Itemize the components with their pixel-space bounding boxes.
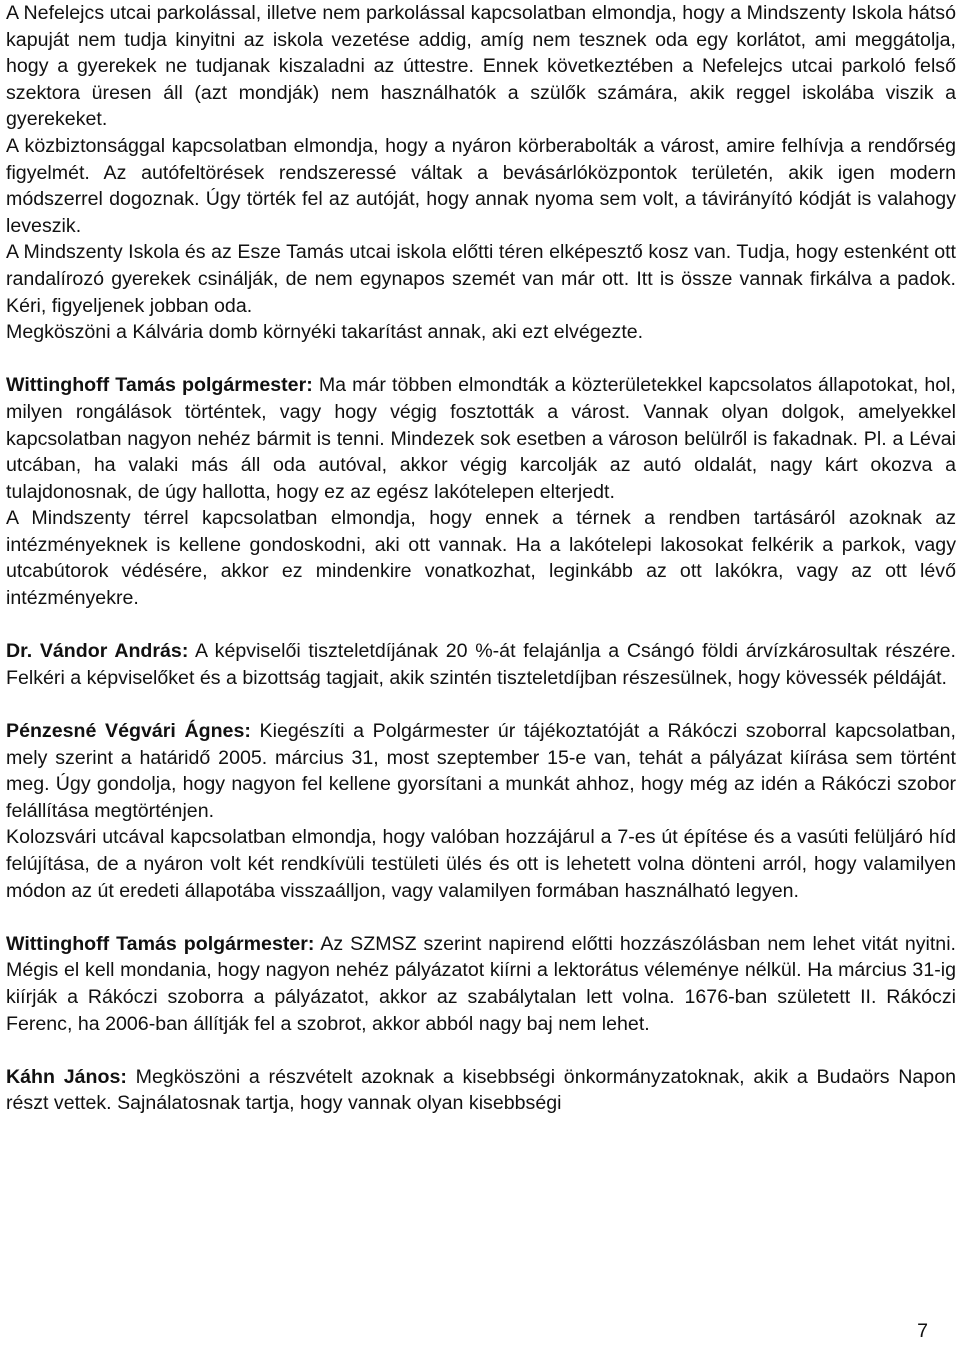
paragraph: A Mindszenty térrel kapcsolatban elmondja, hogy ennek a térnek a rendben tartásáról azoknak az intézményeknek is kellene gondoskodni, aki ott vannak. Ha a lakótelepi lakosokat felkérik a parkok, vagy utcabútorok védésére, akkor ez mindenkire vonatkozhat, leginkább az ott lakókra, vagy az ott lévő intézményekre. xyxy=(6,507,956,610)
page-number: 7 xyxy=(917,1320,928,1342)
speech-text: A képviselői tiszteletdíjának 20 %-át felajánlja a Csángó földi árvízkárosultak részére. Felkéri a képviselőket és a bizottság tagjait, akik szintén tiszteletdíjban részesülnek, hogy kövessék példáját. xyxy=(6,640,956,689)
speaker-name: Wittinghoff Tamás polgármester: xyxy=(6,932,315,955)
speaker-name: Káhn János: xyxy=(6,1065,127,1088)
speech-penzesne xyxy=(6,718,956,904)
speech-text: Megköszöni a részvételt azoknak a kisebbségi önkormányzatoknak, akik a Budaörs Napon részt vettek. Sajnálatosnak tartja, hogy vannak olyan kisebbségi xyxy=(6,1065,956,1115)
speech-text: Az SZMSZ szerint napirend előtti hozzászólásban nem lehet vitát nyitni. Mégis el kell mondania, hogy nagyon nehéz pályázatot kiírni a lektorátus véleménye nélkül. Ha március 31-ig kiírják a Rákóczi szoborra a pályázatot, akkor az szabálytalan lett volna. 1676-ban született II. Rákóczi Ferenc, ha 2006-ban állítják fel a szobrot, akkor abból nagy baj nem lehet. xyxy=(6,932,957,1035)
speech-wittinghoff-1 xyxy=(6,372,956,611)
paragraph xyxy=(6,718,956,824)
paragraph: A Nefelejcs utcai parkolással, illetve nem parkolással kapcsolatban elmondja, hogy a Mindszenty Iskola hátsó kapuját nem tudja kinyitni az iskola vezetése addig, amíg nem tesznek oda egy korlátot, ami meggátolja, hogy a gyerekek ne tudjanak kiszaladni az úttestre. Ennek következtében a Nefelejcs utcai parkoló felső szektora üresen áll (azt mondják) nem használhatók a szülők számára, akik reggel iskolába viszik a gyerekeket. xyxy=(6,2,956,131)
speaker-name: Dr. Vándor András: xyxy=(6,640,189,663)
spacer xyxy=(6,612,956,639)
paragraph: A Mindszenty Iskola és az Esze Tamás utcai iskola előtti téren elképesztő kosz van. Tudja, hogy estenként ott randalírozó gyerekek csinálják, de nem egynapos szemét van már ott. Itt is össze vannak firkálva a padok. Kéri, figyeljenek jobban oda. xyxy=(6,241,956,317)
paragraph: A közbiztonsággal kapcsolatban elmondja, hogy a nyáron körberabolták a várost, amire felhívja a rendőrség figyelmét. Az autófeltörések rendszeressé váltak a bevásárlóközpontok területén, akik igen modern módszerrel dogoznak. Úgy törték fel az autóját, hogy annak nyoma sem volt, a távirányító kódját is valahogy leveszik. xyxy=(6,134,956,237)
spacer xyxy=(6,1037,956,1064)
speech-kahn xyxy=(6,1064,956,1117)
paragraph xyxy=(6,638,956,691)
spacer xyxy=(6,904,956,931)
speech-wittinghoff-2 xyxy=(6,931,956,1037)
speech-vandor xyxy=(6,638,956,691)
spacer xyxy=(6,346,956,373)
document-page xyxy=(6,0,956,1117)
speaker-name: Pénzesné Végvári Ágnes: xyxy=(6,720,251,743)
paragraph xyxy=(6,931,956,1037)
spacer xyxy=(6,691,956,718)
speech-text: Kiegészíti a Polgármester úr tájékoztatóját a Rákóczi szoborral kapcsolatban, mely szerint a határidő 2005. március 31, most szeptember 15-e van, tehát a pályázat kiírása sem történt meg. Úgy gondolja, hogy nagyon fel kellene gyorsítani a munkát ahhoz, hogy még az idén a Rákóczi szobor felállítása megtörténjen. xyxy=(6,720,957,822)
paragraph xyxy=(6,372,956,505)
paragraph: Kolozsvári utcával kapcsolatban elmondja, hogy valóban hozzájárul a 7-es út építése és a vasúti felüljáró híd felújítása, de a nyáron volt két rendkívüli testületi ülés és ott is lehetett volna dönteni arról, hogy valamilyen módon az út eredeti állapotába visszaálljon, vagy valamilyen formában használható legyen. xyxy=(6,826,956,902)
citizen-remarks xyxy=(6,0,956,346)
speaker-name: Wittinghoff Tamás polgármester: xyxy=(6,374,313,397)
speech-text: Ma már többen elmondták a közterületekkel kapcsolatos állapotokat, hol, milyen rongálások történtek, vagy hogy végig fosztották a várost. Vannak olyan dolgok, amelyekkel kapcsolatban nagyon nehéz bármit is tenni. Mindezek sok esetben a városon belülről is fakadnak. Pl. a Lévai utcában, ha valaki más áll oda autóval, akkor végig karcolják az autó oldalát, nagy kárt okozva a tulajdonosnak, de úgy hallotta, hogy ez az egész lakótelepen elterjedt. xyxy=(6,374,956,503)
paragraph xyxy=(6,1064,956,1117)
paragraph: Megköszöni a Kálvária domb környéki takarítást annak, aki ezt elvégezte. xyxy=(6,321,644,344)
